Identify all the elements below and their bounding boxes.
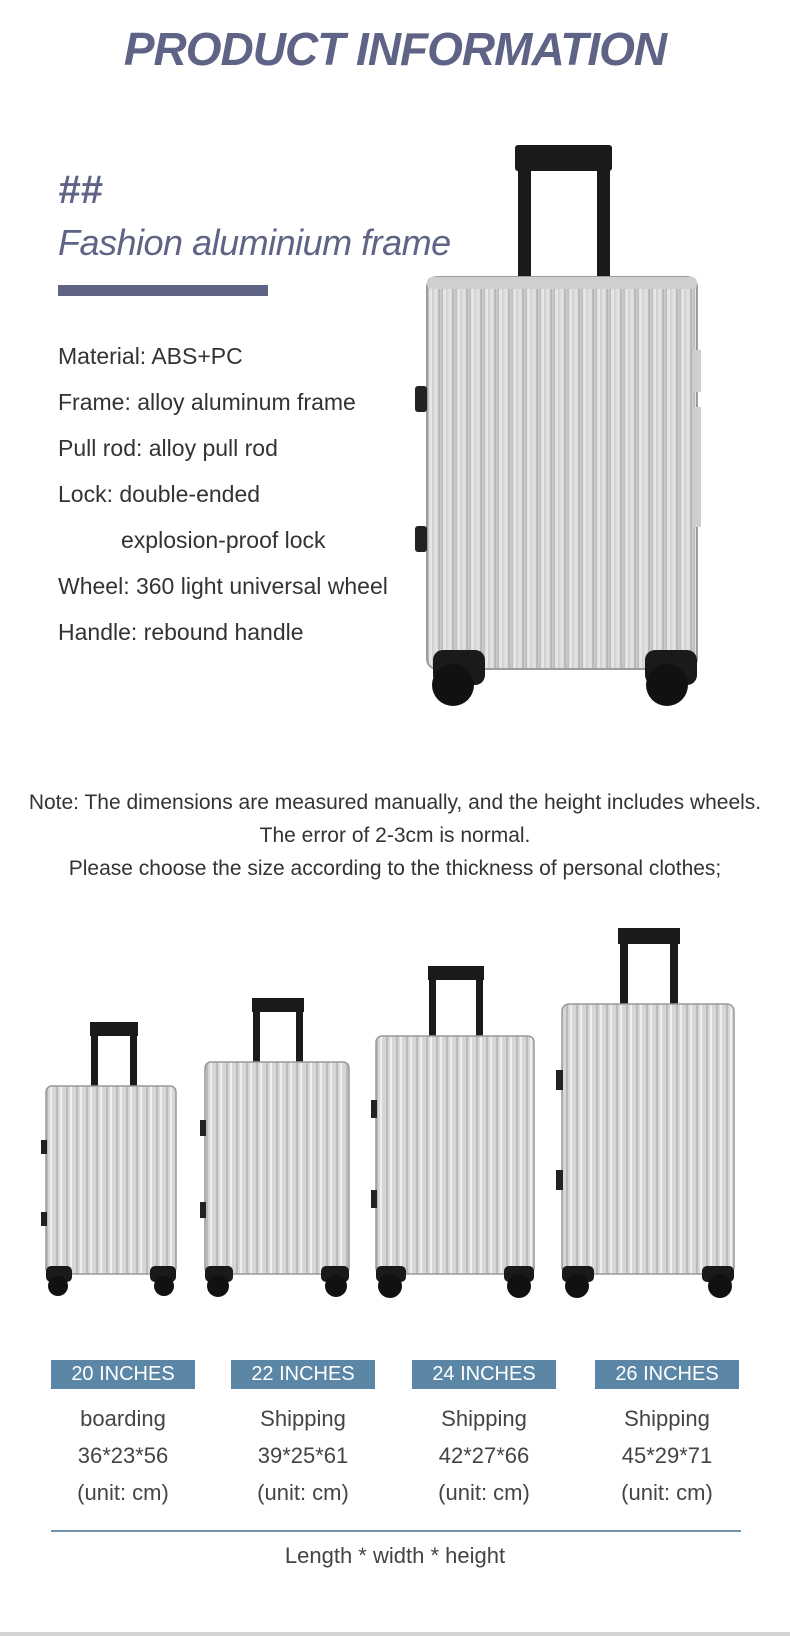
title-underline xyxy=(58,285,268,296)
size-dimensions: 42*27*66 xyxy=(438,1443,530,1468)
feature-hash: ## xyxy=(58,168,103,212)
suitcase-24-inch xyxy=(371,966,534,1298)
spec-lock: Lock: double-ended xyxy=(58,481,261,507)
spec-handle: Handle: rebound handle xyxy=(58,619,304,645)
size-unit: (unit: cm) xyxy=(621,1480,713,1505)
footer-bar xyxy=(0,1632,790,1636)
size-badge: 26 INCHES xyxy=(595,1360,739,1389)
size-dimensions: 36*23*56 xyxy=(77,1443,169,1468)
note-line: The error of 2-3cm is normal. xyxy=(259,824,531,847)
size-type: Shipping xyxy=(260,1406,346,1431)
spec-list xyxy=(58,336,388,658)
spec-pull-rod: Pull rod: alloy pull rod xyxy=(58,435,278,461)
size-unit: (unit: cm) xyxy=(257,1480,349,1505)
feature-title: Fashion aluminium frame xyxy=(58,222,451,263)
page-title: PRODUCT INFORMATION xyxy=(123,23,667,75)
size-column-26 xyxy=(595,1360,739,1511)
suitcase-20-inch xyxy=(41,1022,176,1296)
size-type: boarding xyxy=(80,1406,166,1431)
suitcase-hero-image xyxy=(415,145,715,730)
size-divider xyxy=(51,1530,741,1532)
size-unit: (unit: cm) xyxy=(77,1480,169,1505)
size-type: Shipping xyxy=(624,1406,710,1431)
spec-material: Material: ABS+PC xyxy=(58,343,243,369)
size-dimensions: 39*25*61 xyxy=(257,1443,349,1468)
size-badge: 20 INCHES xyxy=(51,1360,195,1389)
suitcase-26-inch xyxy=(556,928,734,1298)
spec-lock-continued: explosion-proof lock xyxy=(121,527,326,553)
size-column-24 xyxy=(412,1360,556,1511)
size-column-20 xyxy=(51,1360,195,1511)
note-line: Note: The dimensions are measured manually, and the height includes wheels. xyxy=(28,791,762,814)
suitcase-size-lineup xyxy=(0,920,790,1310)
dimensions-caption: Length * width * height xyxy=(284,1543,506,1568)
size-type: Shipping xyxy=(441,1406,527,1431)
suitcase-22-inch xyxy=(200,998,349,1297)
size-badge: 24 INCHES xyxy=(412,1360,556,1389)
size-badge: 22 INCHES xyxy=(231,1360,375,1389)
measurement-note xyxy=(0,786,790,885)
note-line: Please choose the size according to the thickness of personal clothes; xyxy=(68,857,722,880)
spec-frame: Frame: alloy aluminum frame xyxy=(58,389,356,415)
size-column-22 xyxy=(231,1360,375,1511)
size-dimensions: 45*29*71 xyxy=(621,1443,713,1468)
size-unit: (unit: cm) xyxy=(438,1480,530,1505)
spec-wheel: Wheel: 360 light universal wheel xyxy=(58,573,388,599)
